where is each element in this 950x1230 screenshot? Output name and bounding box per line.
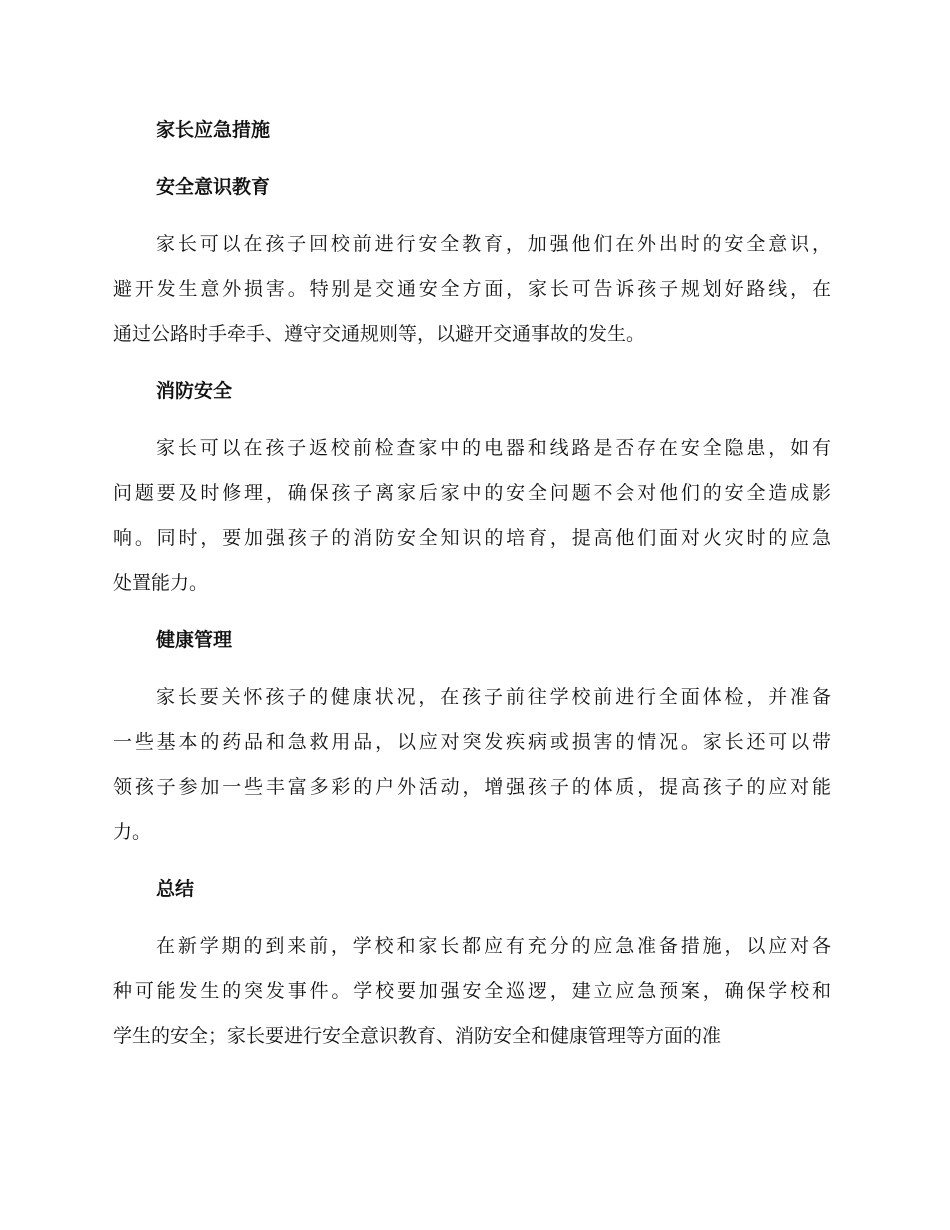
paragraph-line: 一些基本的药品和急救用品，以应对突发疾病或损害的情况。家长还可以带 [113, 731, 831, 753]
paragraph-line: 种可能发生的突发事件。学校要加强安全巡逻，建立应急预案，确保学校和 [113, 980, 831, 1002]
paragraph [113, 222, 831, 357]
paragraph-line: 响。同时，要加强孩子的消防安全知识的培育，提高他们面对火灾时的应急 [113, 527, 831, 549]
section-heading: 安全意识教育 [156, 176, 271, 198]
paragraph-line: 问题要及时修理，确保孩子离家后家中的安全问题不会对他们的安全造成影 [113, 482, 831, 504]
paragraph [113, 675, 831, 855]
paragraph-line: 通过公路时手牵手、遵守交通规则等，以避开交通事故的发生。 [113, 323, 646, 345]
paragraph-line: 家长要关怀孩子的健康状况，在孩子前往学校前进行全面体检，并准备 [156, 686, 831, 708]
section-heading: 家长应急措施 [156, 119, 271, 141]
section-heading: 总结 [156, 878, 195, 900]
section-heading: 消防安全 [156, 380, 233, 402]
paragraph-line: 学生的安全；家长要进行安全意识教育、消防安全和健康管理等方面的准 [113, 1025, 722, 1047]
paragraph-line: 在新学期的到来前，学校和家长都应有充分的应急准备措施，以应对各 [156, 935, 831, 957]
paragraph-line: 家长可以在孩子回校前进行安全教育，加强他们在外出时的安全意识， [156, 233, 831, 255]
paragraph-line: 处置能力。 [113, 572, 209, 594]
paragraph-line: 领孩子参加一些丰富多彩的户外活动，增强孩子的体质，提高孩子的应对能 [113, 776, 831, 798]
paragraph [113, 924, 831, 1059]
paragraph-line: 家长可以在孩子返校前检查家中的电器和线路是否存在安全隐患，如有 [156, 437, 831, 459]
section-heading: 健康管理 [156, 629, 233, 651]
paragraph-line: 避开发生意外损害。特别是交通安全方面，家长可告诉孩子规划好路线，在 [113, 278, 831, 300]
document-page [113, 108, 831, 1071]
paragraph [113, 426, 831, 606]
paragraph-line: 力。 [113, 821, 152, 843]
